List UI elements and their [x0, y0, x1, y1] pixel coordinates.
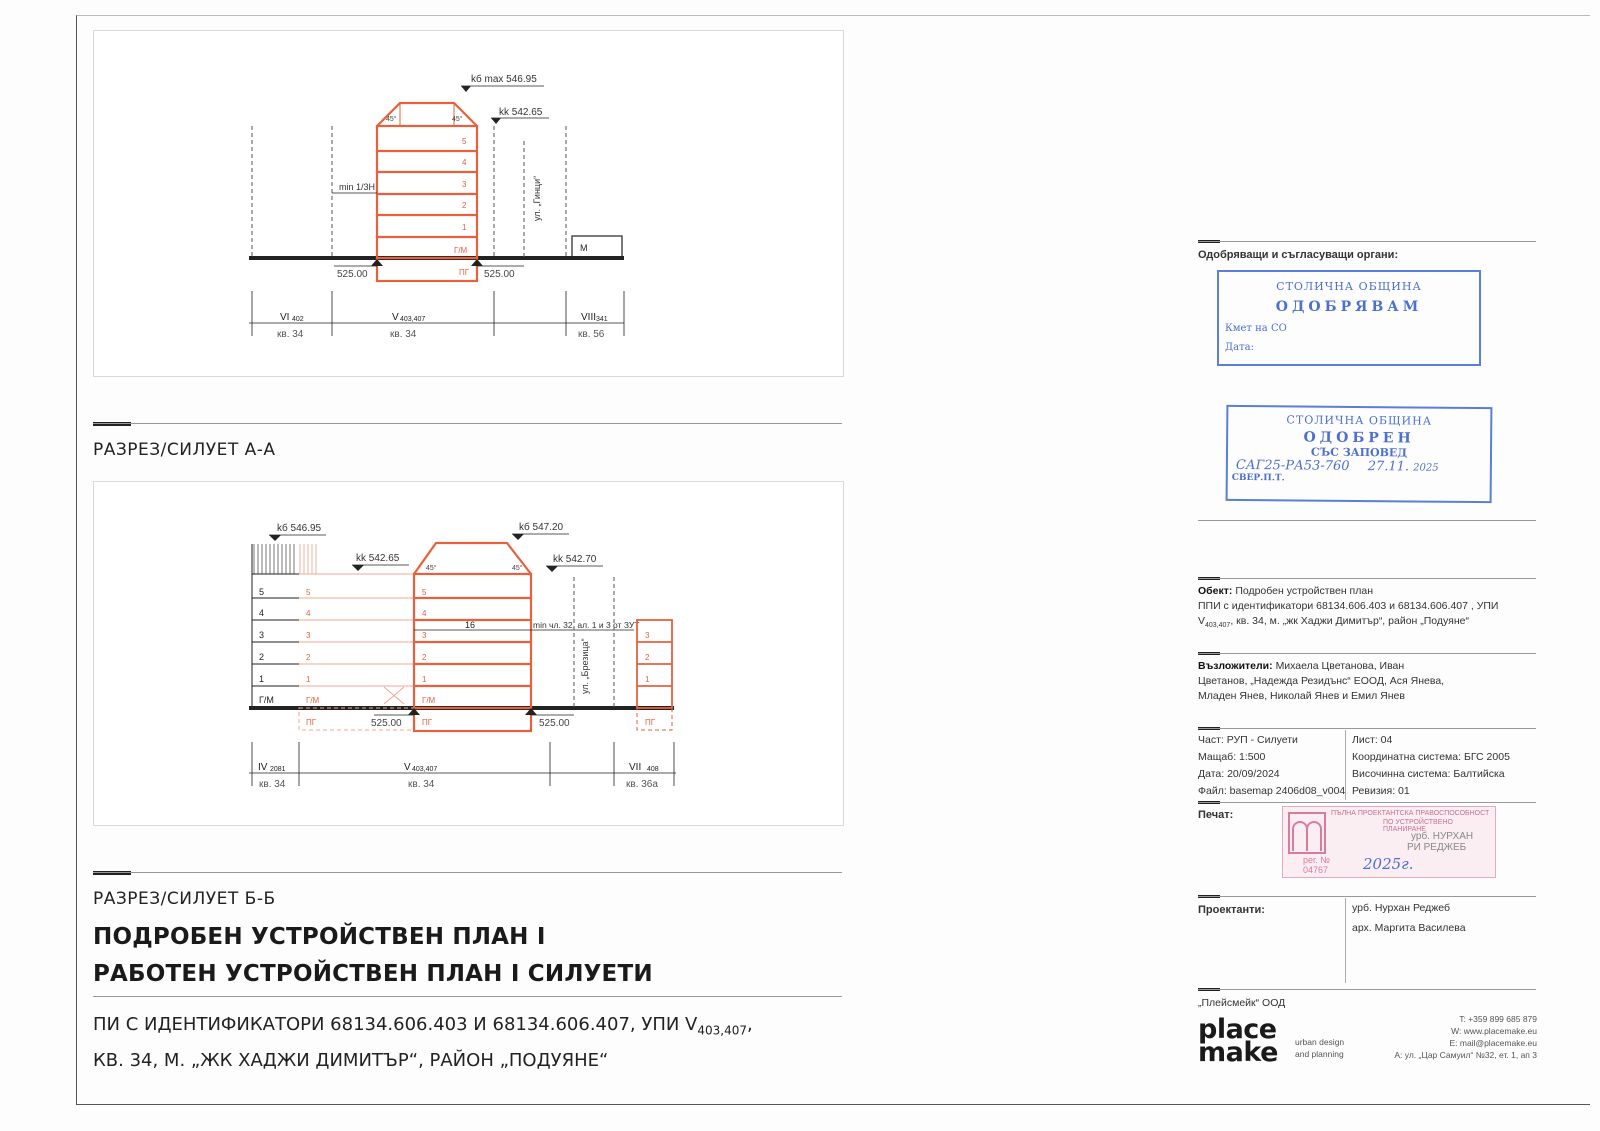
floor-label: 3: [422, 631, 427, 640]
min-rule-label: min чл. 32, ал. 1 и 3 от ЗУТ: [533, 620, 640, 630]
floor-label: 4: [422, 609, 427, 618]
assignors-line2: Цветанов, „Надежда Резидънс“ ЕООД, Ася Янева,: [1198, 675, 1445, 687]
subtitle-line2: КВ. 34, М. „ЖК ХАДЖИ ДИМИТЪР“, РАЙОН „ПОДУЯНЕ“: [93, 1049, 609, 1071]
professional-seal: [1282, 806, 1496, 878]
tb-divider: [1198, 896, 1536, 897]
street-label: ул. „Брезица“: [580, 638, 590, 694]
plot-name: V: [392, 312, 399, 323]
pg-label: ПГ: [422, 718, 433, 727]
seal-line3: урб. НУРХАН: [1411, 831, 1474, 842]
min13h-label: min 1/3H: [339, 182, 376, 192]
meta-sheet: Лист: 04: [1352, 734, 1393, 746]
meta-left: [1198, 732, 1345, 800]
main-title: [93, 919, 653, 993]
gm-label: Г/М: [259, 695, 274, 705]
section-a-panel: [93, 30, 844, 377]
stamp2-number: САГ25-РА53-760: [1235, 457, 1350, 474]
designers-label: Проектанти:: [1198, 904, 1265, 916]
k-max-label: kб max 546.95: [471, 74, 537, 85]
tb-divider: [1198, 802, 1536, 803]
stamp2-org: СТОЛИЧНА ОБЩИНА: [1286, 413, 1433, 428]
company-name: „Плейсмейк“ ООД: [1198, 997, 1286, 1009]
seal-emblem-icon: [1287, 811, 1327, 855]
stamp1-action: ОДОБРЯВАМ: [1275, 299, 1423, 315]
plot-name: V: [404, 762, 411, 773]
stamp1-line2: Дата:: [1225, 342, 1254, 353]
tb-divider: [1198, 578, 1536, 579]
section-b-drawing: [94, 482, 843, 825]
angle-label: 45°: [386, 116, 397, 123]
contact-phone: T: +359 899 685 879: [1459, 1014, 1537, 1024]
meta-revision: Ревизия: 01: [1352, 785, 1410, 797]
kk-left-label: kk 542.65: [356, 553, 400, 564]
plot-name: VI: [280, 312, 290, 323]
seal-number: 04767: [1303, 865, 1329, 875]
gm-label: Г/М: [306, 696, 320, 705]
tb-divider: [1198, 520, 1536, 521]
plot-name: VIII: [581, 312, 597, 323]
object-text: Подробен устройствен план: [1235, 585, 1373, 597]
section-b-title: РАЗРЕЗ/СИЛУЕТ Б-Б: [93, 889, 276, 909]
tb-divider: [1198, 989, 1536, 990]
stamp2-action: ОДОБРЕН: [1303, 429, 1415, 447]
tagline: [1295, 1036, 1344, 1060]
plot-kv: кв. 34: [259, 779, 286, 790]
contacts: [1370, 1013, 1537, 1061]
object-line3: V: [1198, 615, 1206, 627]
assignors-label: Възложители:: [1198, 660, 1273, 672]
seal-line2: ПО УСТРОЙСТВЕНО ПЛАНИРАНЕ: [1383, 819, 1453, 833]
plot-sub: 2081: [270, 766, 286, 773]
floor-label: 3: [645, 631, 650, 640]
kk-label: kk 542.65: [499, 107, 543, 118]
floor-label: 2: [422, 653, 427, 662]
divider: [93, 996, 842, 997]
elevation-right: 525.00: [539, 718, 570, 729]
elevation-right: 525.00: [484, 269, 515, 280]
floor-label: 2: [645, 653, 650, 662]
floor-label: 2: [306, 653, 311, 662]
subtitle: [93, 1010, 753, 1076]
divider: [93, 423, 842, 424]
floor-label: 4: [306, 609, 311, 618]
gm-label: Г/М: [454, 246, 468, 255]
stamp2-date: 27.11.: [1367, 459, 1410, 475]
seal-line4: РИ РЕДЖЕБ: [1407, 842, 1467, 853]
meta-file: Файл: basemap 2406d08_v004: [1198, 785, 1346, 797]
object-line3b: , кв. 34, м. „жк Хаджи Димитър“, район „Подуяне“: [1230, 615, 1469, 627]
contact-email[interactable]: E: mail@placemake.eu: [1449, 1038, 1537, 1048]
meta-scale: Мащаб: 1:500: [1198, 751, 1266, 763]
stamp2-year: 2025: [1413, 462, 1439, 474]
elevation-left: 525.00: [371, 718, 402, 729]
floor-label: 1: [645, 675, 650, 684]
meta-coord: Координатна система: БГС 2005: [1352, 751, 1510, 763]
floor-label: 1: [462, 223, 467, 232]
gm-label: Г/М: [422, 696, 436, 705]
tb-divider: [1198, 653, 1536, 654]
kb-left-label: kб 546.95: [277, 523, 322, 534]
object-label: Обект:: [1198, 585, 1233, 597]
assignors-line1: Михаела Цветанова, Иван: [1275, 660, 1405, 672]
floor-label: 4: [259, 608, 265, 618]
stamp-approve: [1217, 270, 1481, 366]
plot-sub: 402: [292, 316, 304, 323]
subtitle-subscript: 403,407: [697, 1023, 747, 1038]
floor-label: 5: [422, 588, 427, 597]
seal-line1: ПЪЛНА ПРОЕКТАНТСКА ПРАВОСПОСОБНОСТ: [1331, 810, 1490, 817]
main-title-line2: РАБОТЕН УСТРОЙСТВЕН ПЛАН І СИЛУЕТИ: [93, 961, 653, 987]
plot-kv: кв. 34: [277, 329, 304, 340]
section-a-drawing: [94, 31, 843, 376]
logo-line1: place: [1198, 1014, 1277, 1045]
plot-kv: кв. 34: [390, 329, 417, 340]
section-b-panel: [93, 481, 844, 826]
floor-label: 1: [306, 675, 311, 684]
seal-reg: рег. №: [1303, 855, 1330, 865]
elevation-marker: [461, 86, 471, 92]
plot-kv: кв. 36а: [626, 779, 658, 790]
stamp-approved: [1226, 405, 1493, 503]
floor-label: 1: [259, 674, 265, 684]
contact-web[interactable]: W: www.placemake.eu: [1451, 1026, 1537, 1036]
plot-sub: 341: [596, 316, 608, 323]
elevation-marker: [491, 118, 501, 124]
contact-address: A: ул. „Цар Самуил“ №32, ет. 1, ап 3: [1394, 1050, 1537, 1060]
authorities-label: Одобряващи и съгласуващи органи:: [1198, 249, 1399, 261]
meta-part: Част: РУП - Силуети: [1198, 734, 1298, 746]
meta-height: Височинна система: Балтийска: [1352, 768, 1505, 780]
floor-label: 5: [306, 588, 311, 597]
subtitle-line1: ПИ С ИДЕНТИФИКАТОРИ 68134.606.403 И 68134.606.407, УПИ V: [93, 1014, 698, 1035]
stamp-label: Печат:: [1198, 809, 1234, 821]
plot-kv: кв. 56: [578, 329, 605, 340]
tb-divider: [1198, 241, 1536, 242]
plot-kv: кв. 34: [408, 779, 435, 790]
elevation-left: 525.00: [337, 269, 368, 280]
stamp1-line1: Кмет на СО: [1225, 323, 1287, 334]
tb-divider: [1198, 728, 1536, 729]
meta-right: [1352, 732, 1510, 800]
assignors-block: [1198, 659, 1536, 704]
plot-name: IV: [258, 762, 268, 773]
floor-label: 2: [259, 652, 265, 662]
logo-line2: make: [1198, 1037, 1278, 1068]
floor-label: 3: [462, 180, 467, 189]
tb-vline: [1345, 898, 1346, 983]
assignors-line3: Младен Янев, Николай Янев и Емил Янев: [1198, 690, 1405, 702]
m-label: М: [580, 243, 588, 253]
stamp2-line1: СЪС ЗАПОВЕД: [1310, 445, 1408, 460]
main-title-line1: ПОДРОБЕН УСТРОЙСТВЕН ПЛАН І: [93, 924, 546, 950]
section-a-title: РАЗРЕЗ/СИЛУЕТ А-А: [93, 440, 276, 460]
kk-right-label: kk 542.70: [553, 554, 597, 565]
pg-label: ПГ: [306, 718, 317, 727]
tagline1: urban design: [1295, 1037, 1345, 1047]
object-subscript: 403,407: [1205, 622, 1231, 630]
plot-sub: 403,407: [400, 316, 426, 323]
pg-label: ПГ: [459, 268, 470, 277]
object-block: [1198, 584, 1536, 633]
plot-sub: 403,407: [412, 766, 438, 773]
stamp2-line5: СВЕР.П.Т.: [1231, 472, 1285, 484]
plot-sub: 408: [647, 766, 659, 773]
designer2: арх. Маргита Василева: [1352, 922, 1466, 934]
kb-right-label: kб 547.20: [519, 522, 564, 533]
tagline2: and planning: [1295, 1049, 1344, 1059]
designer1: урб. Нурхан Реджеб: [1352, 902, 1450, 914]
angle-label: 45°: [512, 565, 523, 572]
floor-label: 3: [259, 630, 265, 640]
floor-label: 5: [462, 137, 467, 146]
subtitle-comma: ,: [746, 1014, 753, 1035]
pg-label: ПГ: [645, 718, 656, 727]
dimension-label: 16: [465, 620, 476, 630]
floor-label: 2: [462, 201, 467, 210]
angle-label: 45°: [452, 116, 463, 123]
floor-label: 3: [306, 631, 311, 640]
designers-list: [1352, 898, 1466, 938]
divider: [93, 872, 842, 873]
floor-label: 5: [259, 587, 265, 597]
meta-date: Дата: 20/09/2024: [1198, 768, 1280, 780]
stamp1-org: СТОЛИЧНА ОБЩИНА: [1276, 280, 1422, 293]
angle-label: 45°: [426, 565, 437, 572]
neighbor-building-b: [637, 620, 672, 708]
floor-label: 1: [422, 675, 427, 684]
object-line2: ППИ с идентификатори 68134.606.403 и 68134.606.407 , УПИ: [1198, 600, 1499, 612]
placemake-logo: [1198, 1014, 1278, 1068]
plot-name: VII: [629, 762, 642, 773]
floor-label: 4: [462, 158, 467, 167]
seal-year: 2025г.: [1363, 855, 1414, 873]
street-label: ул. „Гинци“: [532, 175, 542, 221]
